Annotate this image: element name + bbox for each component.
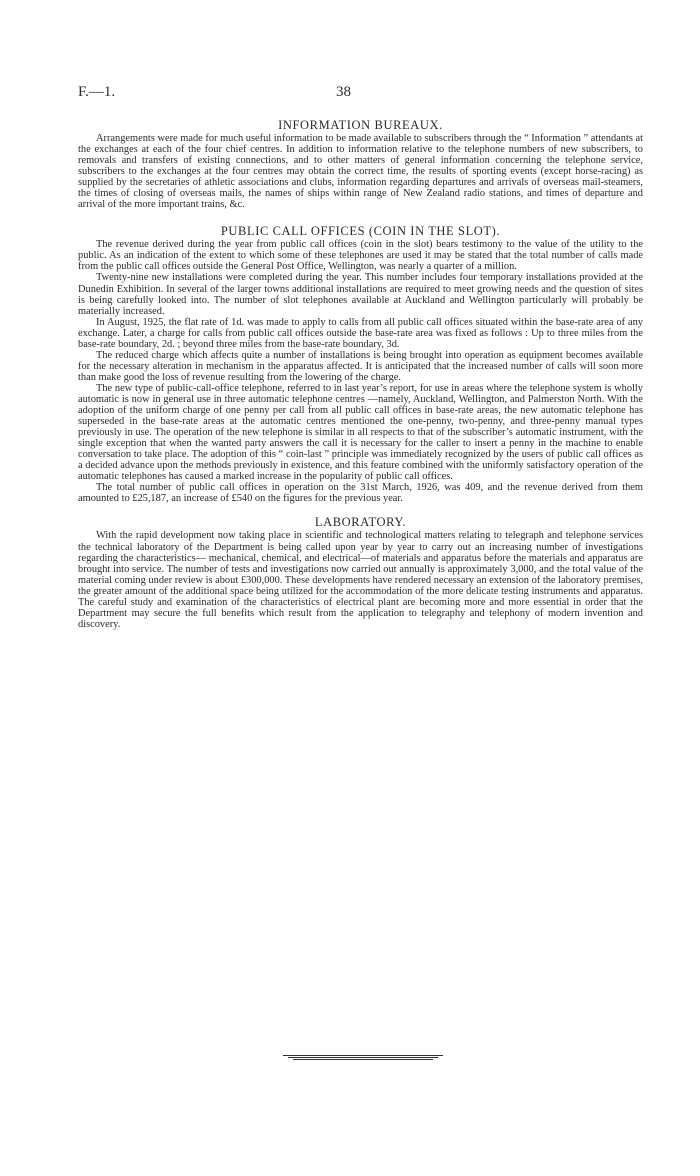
paragraph: Twenty-nine new installations were completed during the year. This number includes four temporary installations provided at the Dunedin Exhibition. In several of the larger towns additional installations are required to meet growing needs and the question of sites is being carefully looked into. The number of slot telephones available at Auckland and Wellington particularly will probably be materially increased. xyxy=(78,272,643,317)
page-header xyxy=(78,84,643,104)
paragraph: The reduced charge which affects quite a number of installations is being brought into operation as equipment becomes available for the necessary alteration in mechanism in the apparatus affected. It is anticipated that the increased number of calls will soon more than make good the loss of revenue resulting from the lowering of the charge. xyxy=(78,349,643,383)
paragraph: With the rapid development now taking place in scientific and technological matters relating to telegraph and telephone services the technical laboratory of the Department is being called upon year by year to carry out an increasing number of investigations regarding the characteristics— mechanical, chemical, and electrical—of materials and apparatus before the materials and apparatus are brought into service. The number of tests and investigations now carried out annually is approximately 3,000, and the total value of the material coming under review is about £300,000. These developments have rendered necessary an extension of the laboratory premises, the greater amount of the additional space being utilized for the accommodation of the more delicate testing instruments and apparatus. The careful study and examination of the characteristics of electrical plant are becoming more and more essential in order that the Department may secure the full benefits which result from the application to telegraphy and telephony of modern invention and discovery. xyxy=(78,530,643,630)
document-page xyxy=(78,84,643,630)
closing-rule xyxy=(283,1055,443,1061)
paragraph: The total number of public call offices in operation on the 31st March, 1926, was 409, and the revenue derived from them amounted to £25,187, an increase of £540 on the figures for the previous year. xyxy=(78,482,643,505)
paragraph: Arrangements were made for much useful information to be made available to subscribers through the “ Information ” attendants at the exchanges at each of the four chief centres. In addition to information relative to the telephone numbers of new subscribers, to removals and transfers of existing connections, and to other matters of general information concerning the telephone service, subscribers to the exchanges at the four centres may obtain the correct time, the results of sporting events (except horse-racing) as supplied by the secretaries of athletic associations and clubs, information regarding departures and arrivals of overseas mail-steamers, the times of closing of overseas mails, the names of ships within range of New Zealand radio stations, and times of departure and arrival of the more important trains, &c. xyxy=(78,133,643,211)
page-number: 38 xyxy=(336,84,351,100)
paragraph: The new type of public-call-office telephone, referred to in last year’s report, for use in areas where the telephone system is wholly automatic is now in general use in three automatic telephone centres —namely, Auckland, Wellington, and Palmerston North. With the adoption of the uniform charge of one penny per call from all public call offices in base-rate areas, the new automatic telephone has superseded in the base-rate areas at the automatic centres mentioned the one-penny, two-penny, and three-penny manual types previously in use. The operation of the new telephone is similar in all respects to that of the subscriber’s automatic instrument, with the single exception that when the wanted party answers the call it is necessary for the caller to insert a penny in the machine to enable conversation to take place. The adoption of this “ coin-last ” principle was immediately recognized by the users of public call offices as a decided advance upon the methods previously in existence, and this feature combined with the uniformly satisfactory operation of the automatic telephones has caused a marked increase in the popularity of public call offices. xyxy=(78,382,643,483)
paragraph: The revenue derived during the year from public call offices (coin in the slot) bears testimony to the value of the utility to the public. As an indication of the extent to which some of these telephones are used it may be stated that the total number of calls made from the public call offices outside the General Post Office, Wellington, was nearly a quarter of a million. xyxy=(78,239,643,273)
section-heading-laboratory: LABORATORY. xyxy=(314,515,407,530)
section-heading-information-bureaux: INFORMATION BUREAUX. xyxy=(278,118,443,132)
section-heading-public-call-offices: PUBLIC CALL OFFICES (COIN IN THE SLOT). xyxy=(220,224,501,239)
paragraph: In August, 1925, the flat rate of 1d. was made to apply to calls from all public call offices situated within the base-rate area of any exchange. Later, a charge for calls from public call offices outside the base-rate area was fixed as follows : Up to three miles from the base-rate boundary, 2d. ; beyond three miles from the base-rate boundary, 3d. xyxy=(78,316,643,350)
document-reference: F.—1. xyxy=(78,84,116,100)
